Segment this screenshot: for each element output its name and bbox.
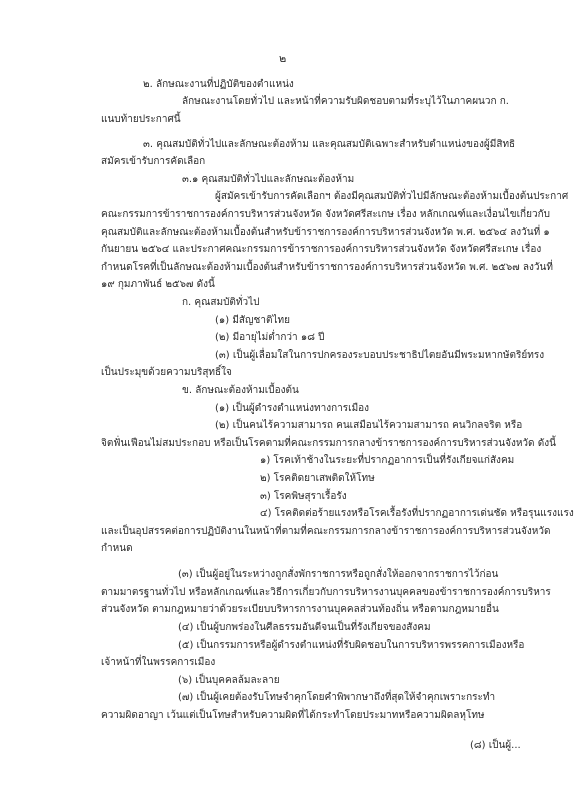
sub-list-item: ๔) โรคติดต่อร้ายแรงหรือโรคเรื้อรังที่ปรากฏอาการเด่นชัด หรือรุนแรงแรง xyxy=(260,508,574,519)
list-item-cont: ตามมาตรฐานทั่วไป หรือหลักเกณฑ์และวิธีการเกี่ยวกับการบริหารงานบุคคลของข้าราชการองค์การบริหาร xyxy=(101,587,551,598)
section-3-heading-cont: สมัครเข้ารับการคัดเลือก xyxy=(101,156,206,167)
list-item-cont: ส่วนจังหวัด ตามกฎหมายว่าด้วยระเบียบบริหารการงานบุคคลส่วนท้องถิ่น หรือตามกฎหมายอื่น xyxy=(101,604,499,615)
page-number: ๒ xyxy=(279,52,287,65)
paragraph-line: ๑๙ กุมภาพันธ์ ๒๕๖๗ ดังนี้ xyxy=(101,279,215,290)
list-item: (๗) เป็นผู้เคยต้องรับโทษจำคุกโดยคำพิพากษาถึงที่สุดให้จำคุกเพราะกระทำ xyxy=(178,692,496,703)
list-item-cont: จิตฟั่นเฟือนไม่สมประกอบ หรือเป็นโรคตามที่คณะกรรมการกลางข้าราชการองค์การบริหารส่วนจังหวัด ดังนี้ xyxy=(101,438,556,449)
list-item-cont: เจ้าหน้าที่ในพรรคการเมือง xyxy=(101,657,216,668)
section-2-heading: ๒. ลักษณะงานที่ปฏิบัติของตำแหน่ง xyxy=(143,79,294,90)
sub-list-item-cont: และเป็นอุปสรรคต่อการปฏิบัติงานในหน้าที่ตามที่คณะกรรมการกลางข้าราชการองค์การบริหารส่วนจังหวัด xyxy=(101,526,551,537)
list-item: (๔) เป็นผู้บกพร่องในศีลธรรมอันดีจนเป็นที่รังเกียจของสังคม xyxy=(178,622,431,633)
section-2-body-cont: แนบท้ายประกาศนี้ xyxy=(101,114,181,125)
paragraph-line: กำหนดโรคที่เป็นลักษณะต้องห้ามเบื้องต้นสำหรับข้าราชการองค์การบริหารส่วนจังหวัด พ.ศ. ๒๕๖๗ ลงวันที่ xyxy=(101,262,553,273)
list-item-cont: เป็นประมุขด้วยความบริสุทธิ์ใจ xyxy=(101,367,232,378)
paragraph-line: ผู้สมัครเข้ารับการคัดเลือกฯ ต้องมีคุณสมบัติทั่วไปมีลักษณะต้องห้ามเบื้องต้นประกาศ xyxy=(215,191,569,202)
sub-list-item: ๑) โรคเท้าช้างในระยะที่ปรากฏอาการเป็นที่รังเกียจแก่สังคม xyxy=(260,455,515,466)
list-item-cont: ความผิดอาญา เว้นแต่เป็นโทษสำหรับความผิดที่ได้กระทำโดยประมาทหรือความผิดลหุโทษ xyxy=(101,710,485,721)
list-item: (๖) เป็นบุคคลล้มละลาย xyxy=(178,675,280,686)
paragraph-line: คณะกรรมการข้าราชการองค์การบริหารส่วนจังหวัด จังหวัดศรีสะเกษ เรื่อง หลักเกณฑ์และเงื่อนไขเกี่ยวกับ xyxy=(101,209,550,220)
list-item: (๑) มีสัญชาติไทย xyxy=(215,315,290,326)
sub-list-item: ๓) โรคพิษสุราเรื้อรัง xyxy=(260,491,347,502)
paragraph-line: คุณสมบัติและลักษณะต้องห้ามเบื้องต้นสำหรับข้าราชการองค์การบริหารส่วนจังหวัด พ.ศ. ๒๕๖๔ ลงวันที่ ๑ xyxy=(101,227,550,238)
list-item: (๓) เป็นผู้อยู่ในระหว่างถูกสั่งพักราชการหรือถูกสั่งให้ออกจากราชการไว้ก่อน xyxy=(178,569,499,580)
continuation-marker: (๘) เป็นผู้... xyxy=(470,740,521,751)
list-item: (๓) เป็นผู้เลื่อมใสในการปกครองระบอบประชาธิปไตยอันมีพระมหากษัตริย์ทรง xyxy=(215,350,545,361)
sub-list-item-cont: กำหนด xyxy=(101,543,133,554)
subheading-general-qualifications: ก. คุณสมบัติทั่วไป xyxy=(182,297,260,308)
list-item: (๑) เป็นผู้ดำรงตำแหน่งทางการเมือง xyxy=(215,403,370,414)
section-3-heading: ๓. คุณสมบัติทั่วไปและลักษณะต้องห้าม และคุณสมบัติเฉพาะสำหรับตำแหน่งของผู้มีสิทธิ xyxy=(143,139,516,150)
list-item: (๕) เป็นกรรมการหรือผู้ดำรงตำแหน่งที่รับผิดชอบในการบริหารพรรคการเมืองหรือ xyxy=(178,640,525,651)
subheading-prohibited-characteristics: ข. ลักษณะต้องห้ามเบื้องต้น xyxy=(182,385,299,396)
paragraph-line: กันยายน ๒๕๖๔ และประกาศคณะกรรมการข้าราชการองค์การบริหารส่วนจังหวัด จังหวัดศรีสะเกษ เรื่อง xyxy=(101,244,542,255)
sub-list-item: ๒) โรคติดยาเสพติดให้โทษ xyxy=(260,473,375,484)
list-item: (๒) มีอายุไม่ต่ำกว่า ๑๘ ปี xyxy=(215,332,325,343)
section-2-body: ลักษณะงานโดยทั่วไป และหน้าที่ความรับผิดชอบตามที่ระบุไว้ในภาคผนวก ก. xyxy=(182,96,509,107)
list-item: (๒) เป็นคนไร้ความสามารถ คนเสมือนไร้ความสามารถ คนวิกลจริต หรือ xyxy=(215,420,523,431)
subsection-3-1-heading: ๓.๑ คุณสมบัติทั่วไปและลักษณะต้องห้าม xyxy=(182,174,355,185)
